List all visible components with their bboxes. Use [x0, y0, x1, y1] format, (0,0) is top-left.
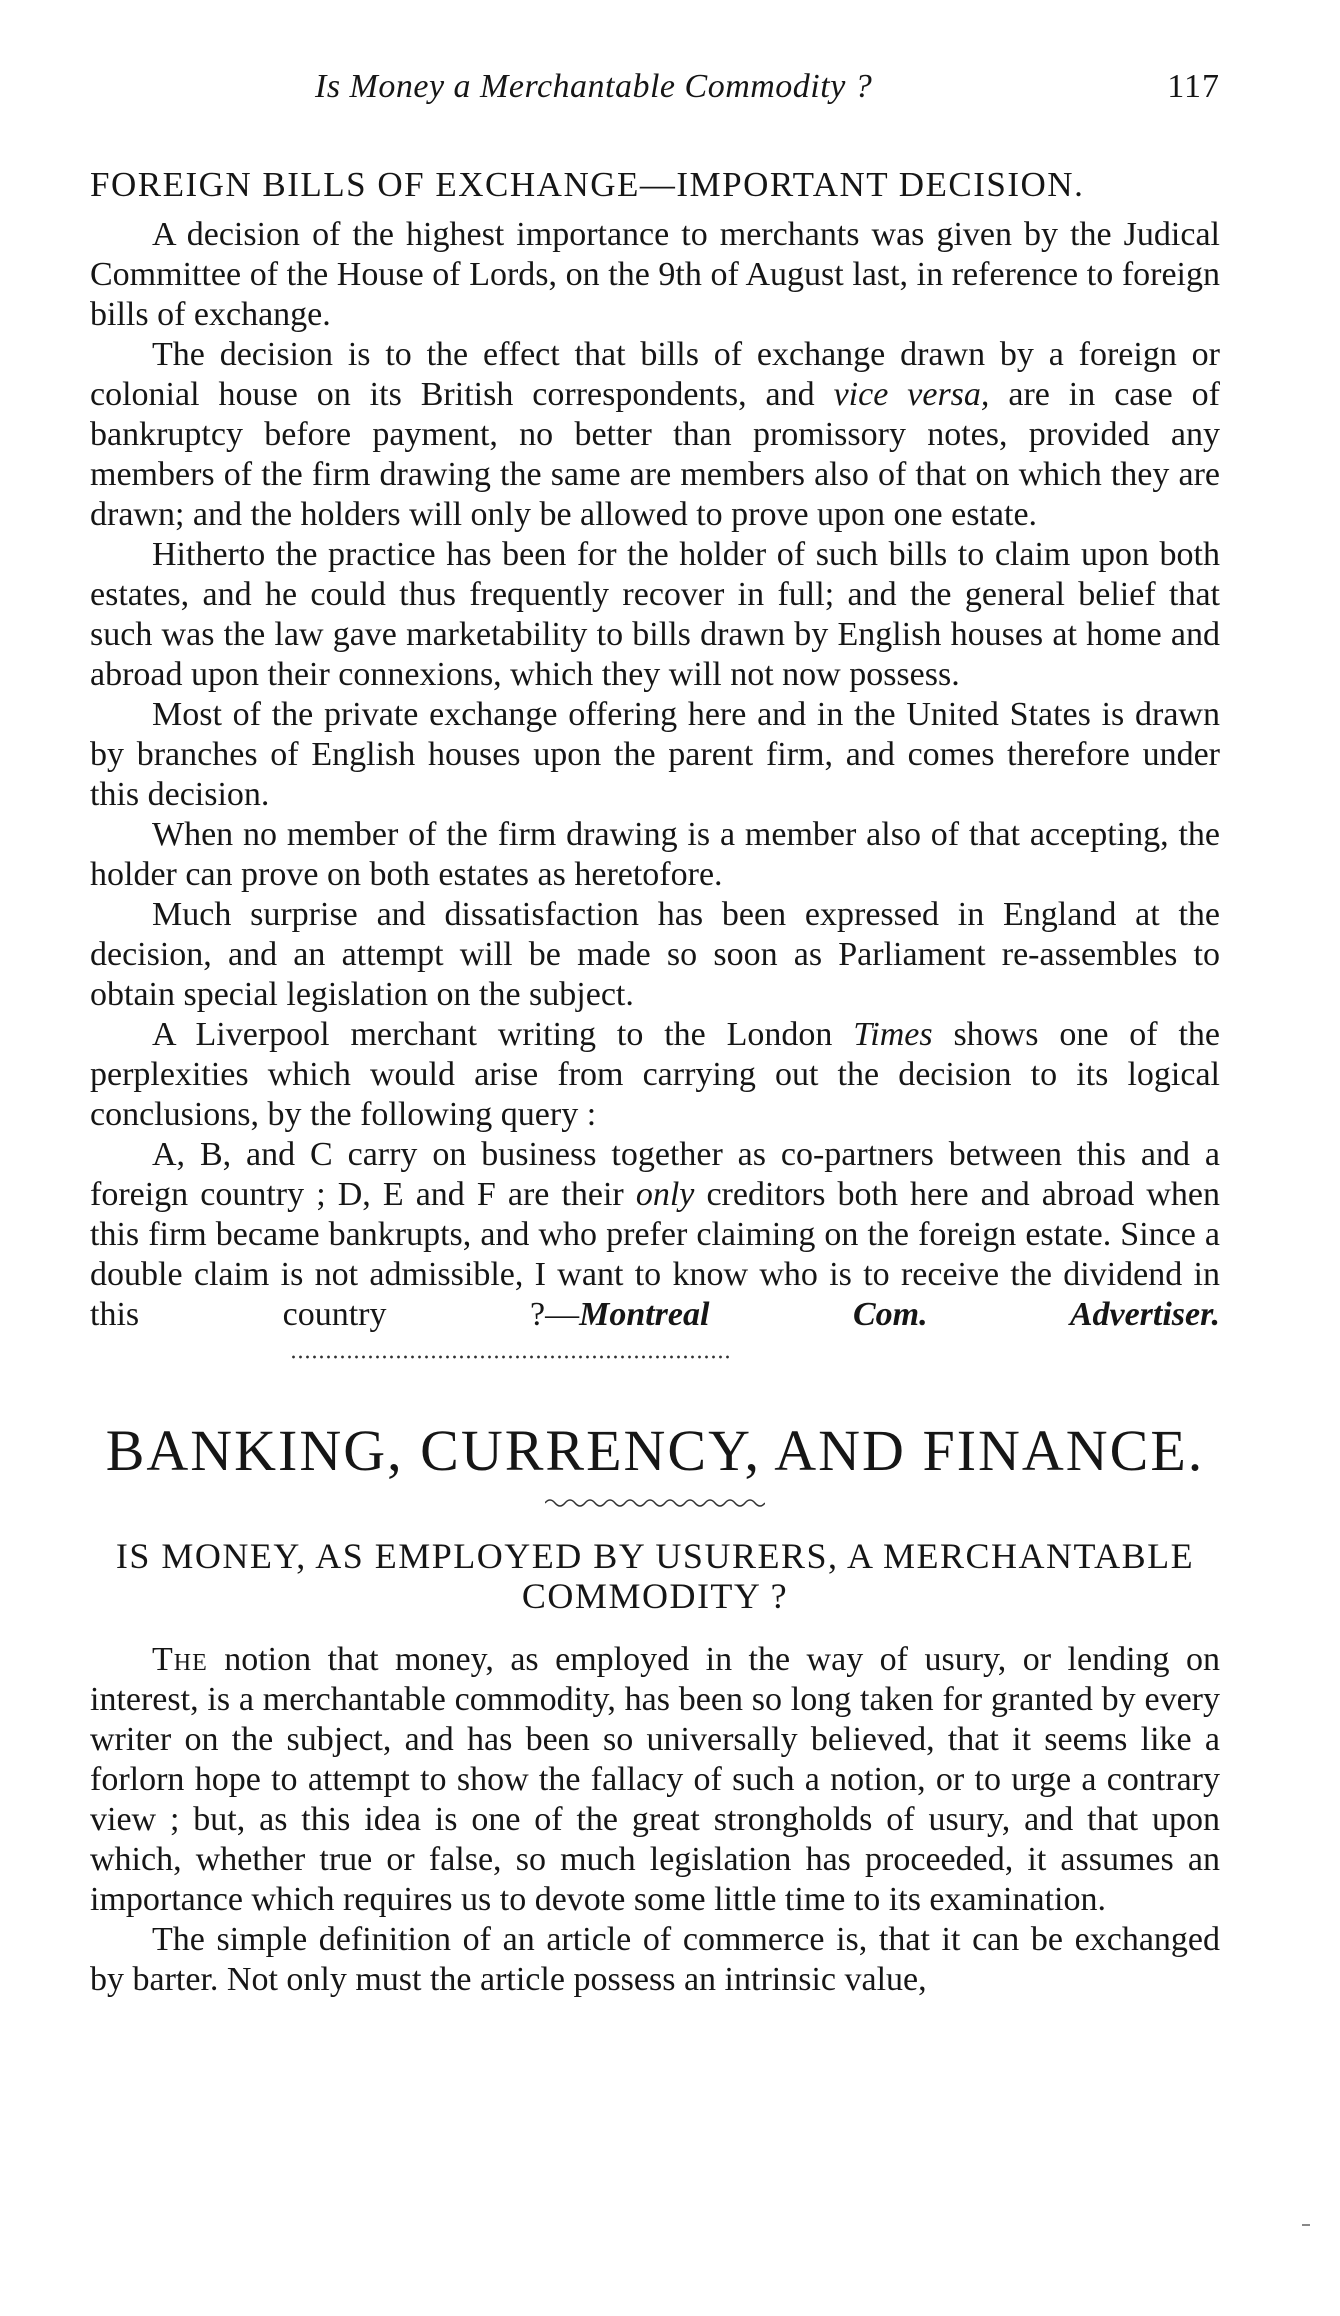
paragraph: When no member of the firm drawing is a member also of that accepting, the holder can prove on both estates as heretofore. [90, 815, 1220, 893]
lead-word: The [152, 1641, 208, 1679]
text-run: A, B, and C carry on business together as co-partners between this and a foreign country ; D, E and F are their [90, 1135, 1220, 1213]
text-run: The decision is to the effect that bills of exchange drawn by a foreign or colonial house on its British correspondents, and [90, 335, 1220, 413]
paragraph [90, 335, 1220, 535]
italic-text: Times [853, 1015, 933, 1053]
page-number: 117 [1167, 68, 1220, 105]
text-run: shows one of the perplexities which would arise from carrying out the decision to its logical conclusions, by the following query : [90, 1015, 1220, 1133]
italic-text: vice versa, [833, 375, 990, 413]
paragraph [90, 1640, 1220, 1920]
text-run: creditors both here and abroad when this firm became bankrupts, and who prefer claiming on the foreign estate. Since a double claim is not admissible, I want to know who is to receive the dividend in this country ?— [90, 1175, 1221, 1333]
article-heading: FOREIGN BILLS OF EXCHANGE—IMPORTANT DECISION. [90, 165, 1085, 204]
article-foreign-bills [90, 166, 1220, 1375]
source-citation: Montreal Com. Advertiser. [579, 1295, 1220, 1333]
dotted-rule [290, 1354, 730, 1360]
wavy-ornament [545, 1496, 765, 1510]
paragraph [90, 1015, 1220, 1135]
text-run: A Liverpool merchant writing to the London [152, 1015, 854, 1053]
paragraph: A decision of the highest importance to merchants was given by the Judical Committee of the House of Lords, on the 9th of August last, in reference to foreign bills of exchange. [90, 215, 1220, 333]
paragraph: The simple definition of an article of commerce is, that it can be exchanged by barter. Not only must the article possess an intrinsic value, [90, 1921, 1220, 1999]
italic-text: only [635, 1175, 695, 1213]
article-money-commodity [90, 1536, 1220, 2000]
running-head [90, 60, 1220, 120]
paragraph: Hitherto the practice has been for the holder of such bills to claim upon both estates, and he could thus frequently recover in full; and the general belief that such was the law gave marketability to bills drawn by English houses at home and abroad upon their connexions, which they will not now possess. [90, 535, 1220, 693]
article-heading: IS MONEY, AS EMPLOYED BY USURERS, A MERCHANTABLE COMMODITY ? [115, 1536, 1195, 1617]
page [90, 60, 1220, 2000]
paragraph: Much surprise and dissatisfaction has been expressed in England at the decision, and an attempt will be made so soon as Parliament re-assembles to obtain special legislation on the subject. [90, 895, 1220, 1013]
running-title: Is Money a Merchantable Commodity ? [315, 68, 873, 105]
margin-mark [1302, 2224, 1310, 2226]
text-run: are in case of bankruptcy before payment, no better than promissory notes, provided any members of the firm drawing the same are members also of that on which they are drawn; and the holders will only be allowed to prove upon one estate. [90, 375, 1220, 533]
paragraph [90, 1135, 1220, 1375]
text-run: notion that money, as employed in the way of usury, or lending on interest, is a merchantable commodity, has been so long taken for granted by every writer on the subject, and has been so universally believed, that it seems like a forlorn hope to attempt to show the fallacy of such a notion, or to urge a contrary view ; but, as this idea is one of the great strongholds of usury, and that upon which, whether true or false, so much legislation has proceeded, it assumes an importance which requires us to devote some little time to its examination. [90, 1641, 1220, 1919]
section-heading: BANKING, CURRENCY, AND FINANCE. [105, 1417, 1205, 1483]
paragraph: Most of the private exchange offering here and in the United States is drawn by branches of English houses upon the parent firm, and comes therefore under this decision. [90, 695, 1220, 813]
